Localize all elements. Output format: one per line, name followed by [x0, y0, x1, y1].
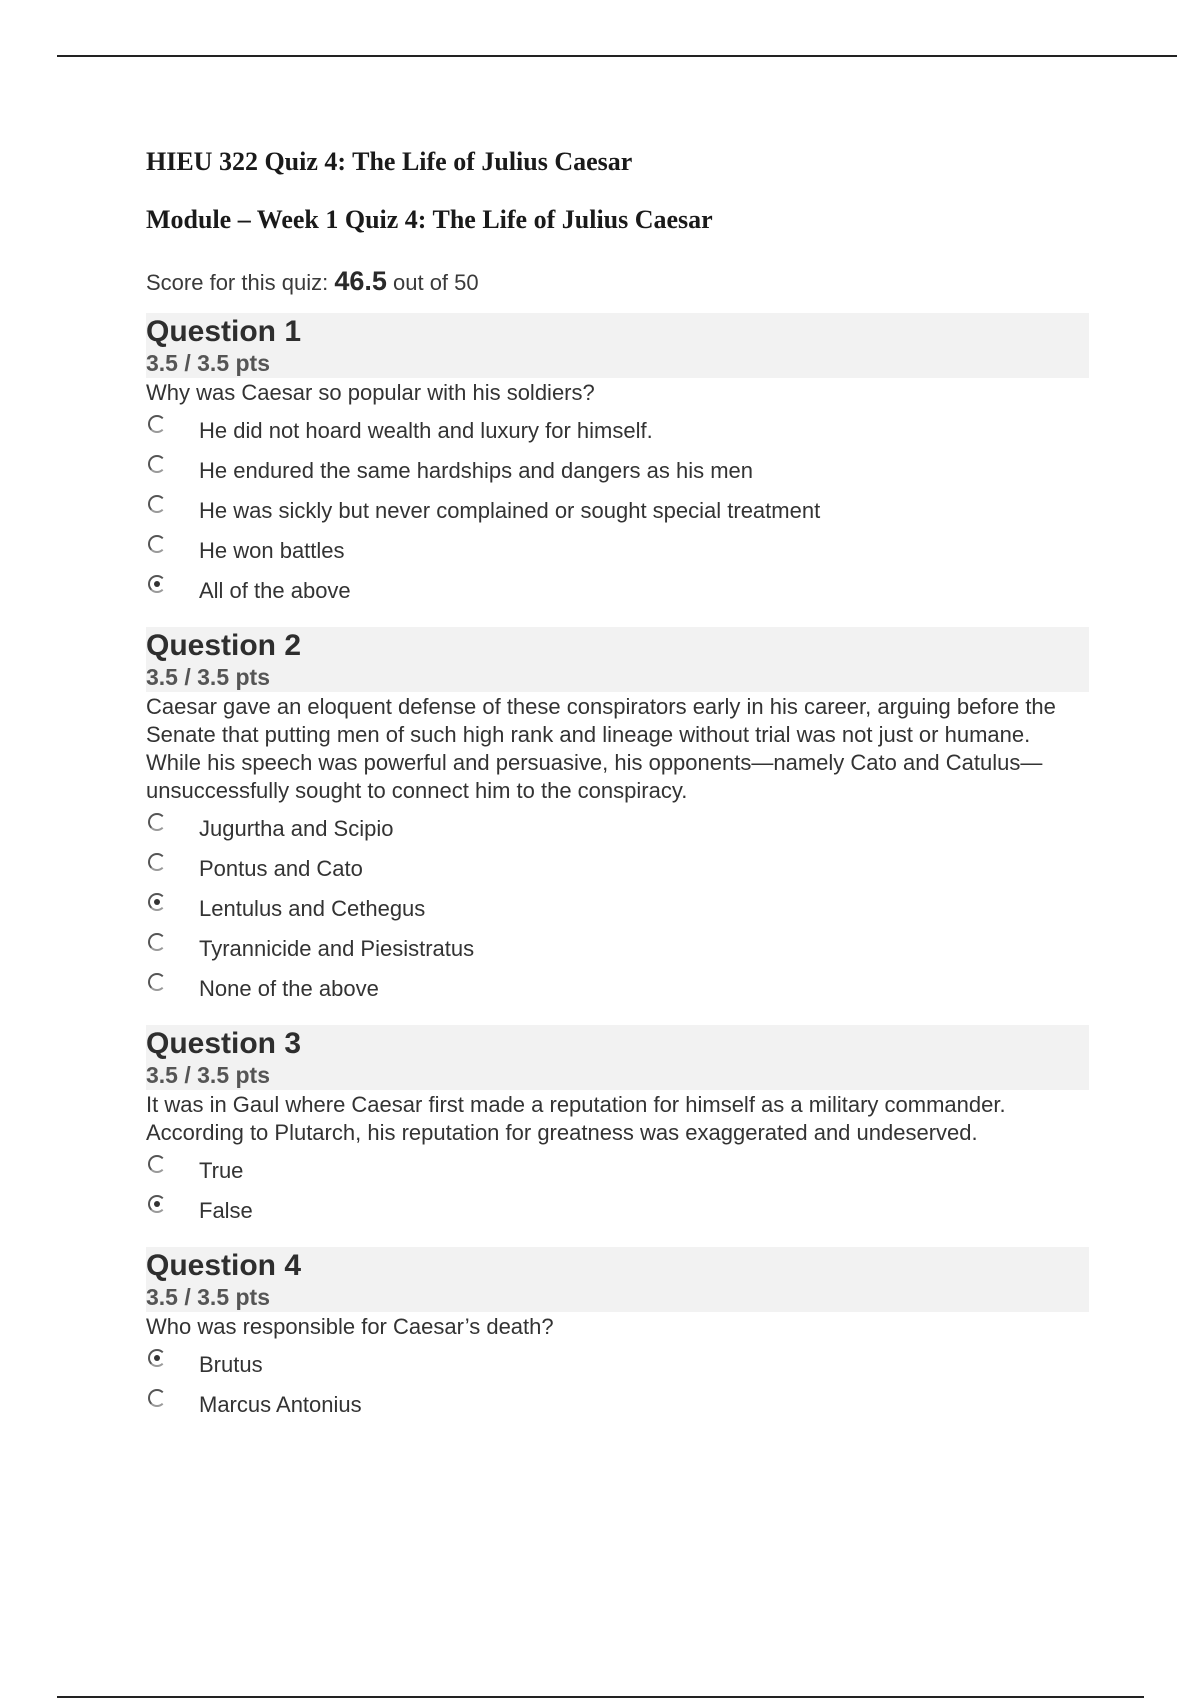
option-label: He was sickly but never complained or sought special treatment — [199, 498, 821, 523]
bottom-rule — [57, 1696, 1144, 1698]
answer-option[interactable] — [146, 491, 1091, 531]
question-points: 3.5 / 3.5 pts — [146, 664, 271, 690]
question-points: 3.5 / 3.5 pts — [146, 1284, 271, 1310]
answer-option[interactable] — [146, 411, 1091, 451]
answer-option[interactable] — [146, 531, 1091, 571]
radio-button[interactable] — [148, 813, 166, 831]
score-prefix: Score for this quiz: — [146, 270, 329, 295]
top-rule — [57, 55, 1177, 57]
answer-option[interactable] — [146, 451, 1091, 491]
option-label: Jugurtha and Scipio — [199, 816, 394, 841]
answer-option[interactable] — [146, 809, 1091, 849]
question-header — [146, 1025, 1089, 1090]
option-label: None of the above — [199, 976, 379, 1001]
radio-button[interactable] — [148, 1349, 166, 1367]
option-label: Marcus Antonius — [199, 1392, 362, 1417]
radio-button[interactable] — [148, 535, 166, 553]
answer-option[interactable] — [146, 1151, 1091, 1191]
option-label: Lentulus and Cethegus — [199, 896, 426, 921]
radio-button[interactable] — [148, 1195, 166, 1213]
answer-options — [146, 809, 1091, 1009]
option-label: He won battles — [199, 538, 345, 563]
question-text: Who was responsible for Caesar’s death? — [146, 1314, 554, 1339]
answer-option[interactable] — [146, 571, 1091, 611]
radio-button[interactable] — [148, 853, 166, 871]
radio-button[interactable] — [148, 973, 166, 991]
answer-option[interactable] — [146, 889, 1091, 929]
score-suffix: out of 50 — [393, 270, 479, 295]
radio-button[interactable] — [148, 1389, 166, 1407]
radio-button[interactable] — [148, 933, 166, 951]
question-text: It was in Gaul where Caesar first made a reputation for himself as a military commander. According to Plutarch, his reputation for greatness was exaggerated and undeserved. — [146, 1092, 1006, 1145]
question-title: Question 3 — [146, 1027, 302, 1060]
radio-button[interactable] — [148, 495, 166, 513]
question-header — [146, 627, 1089, 692]
question-2 — [146, 627, 1091, 1009]
answer-options — [146, 1151, 1091, 1231]
question-title: Question 1 — [146, 315, 302, 348]
option-label: Pontus and Cato — [199, 856, 363, 881]
radio-button[interactable] — [148, 893, 166, 911]
option-label: He endured the same hardships and dangers as his men — [199, 458, 754, 483]
answer-option[interactable] — [146, 849, 1091, 889]
quiz-score — [146, 266, 1091, 298]
option-label: All of the above — [199, 578, 351, 603]
radio-button[interactable] — [148, 415, 166, 433]
question-text: Caesar gave an eloquent defense of these conspirators early in his career, arguing before the Senate that putting men of such high rank and lineage without trial was not just or humane. While his speech was powerful and persuasive, his opponents—namely Cato and Catulus—unsuccessfully sought to connect him to the conspiracy. — [146, 694, 1056, 803]
option-label: False — [199, 1198, 253, 1223]
question-title: Question 4 — [146, 1249, 302, 1282]
option-label: True — [199, 1158, 244, 1183]
option-label: He did not hoard wealth and luxury for himself. — [199, 418, 653, 443]
document-subtitle: Module – Week 1 Quiz 4: The Life of Julius Caesar — [146, 205, 713, 234]
quiz-document — [146, 146, 1091, 1425]
radio-button[interactable] — [148, 1155, 166, 1173]
radio-button[interactable] — [148, 575, 166, 593]
answer-option[interactable] — [146, 1345, 1091, 1385]
question-text: Why was Caesar so popular with his soldiers? — [146, 380, 595, 405]
answer-options — [146, 1345, 1091, 1425]
question-3 — [146, 1025, 1091, 1231]
question-1 — [146, 313, 1091, 611]
document-title: HIEU 322 Quiz 4: The Life of Julius Caesar — [146, 147, 633, 176]
radio-button[interactable] — [148, 455, 166, 473]
score-value: 46.5 — [334, 266, 387, 296]
option-label: Tyrannicide and Piesistratus — [199, 936, 475, 961]
option-label: Brutus — [199, 1352, 263, 1377]
question-points: 3.5 / 3.5 pts — [146, 350, 271, 376]
question-title: Question 2 — [146, 629, 302, 662]
question-header — [146, 1247, 1089, 1312]
answer-option[interactable] — [146, 929, 1091, 969]
answer-option[interactable] — [146, 1191, 1091, 1231]
question-4 — [146, 1247, 1091, 1425]
answer-option[interactable] — [146, 969, 1091, 1009]
answer-options — [146, 411, 1091, 611]
answer-option[interactable] — [146, 1385, 1091, 1425]
question-points: 3.5 / 3.5 pts — [146, 1062, 271, 1088]
question-header — [146, 313, 1089, 378]
